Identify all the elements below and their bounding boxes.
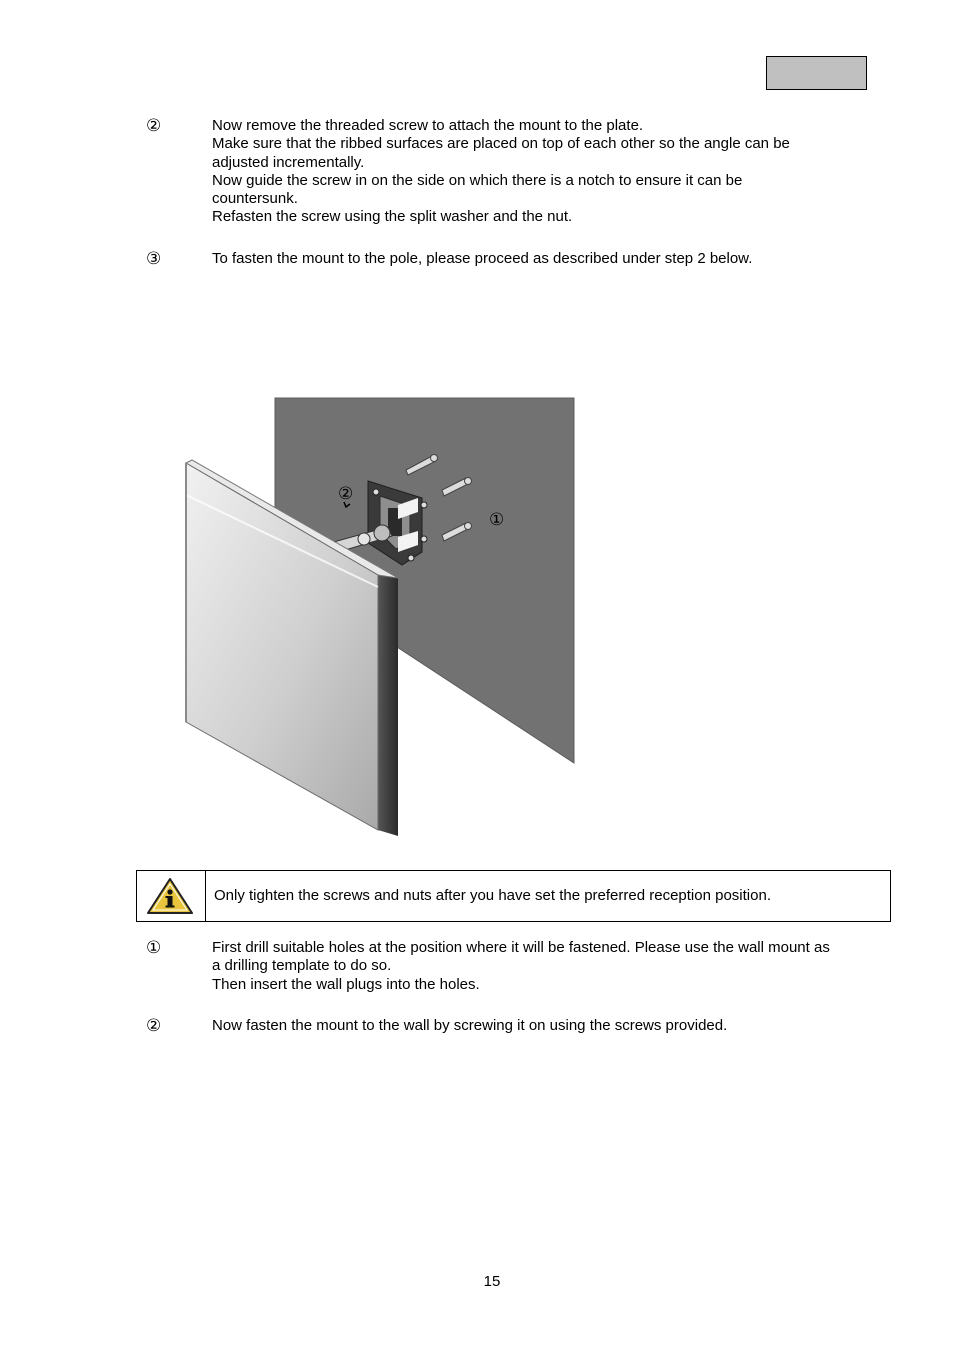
step-number: ②	[146, 1016, 162, 1036]
note-text: Only tighten the screws and nuts after you have set the preferred reception position.	[214, 887, 771, 904]
step-line: countersunk.	[212, 190, 298, 208]
step-number: ③	[146, 249, 162, 269]
step-text	[212, 1017, 862, 1035]
step-line: Now fasten the mount to the wall by screwing it on using the screws provided.	[212, 1017, 728, 1034]
step-text	[212, 250, 862, 268]
step-number: ①	[146, 938, 162, 958]
step-line: adjusted incrementally.	[212, 153, 365, 171]
wall-mount-illustration	[180, 395, 580, 843]
step-line: Then insert the wall plugs into the holes.	[212, 975, 480, 993]
callout-1-label: ①	[489, 510, 505, 530]
step-line: First drill suitable holes at the position where it will be fastened. Please use the wall mount as	[212, 939, 830, 956]
callout-2-label: ②	[338, 484, 354, 504]
step-line: Now guide the screw in on the side on which there is a notch to ensure it can be	[212, 171, 743, 189]
safety-note-box	[136, 870, 891, 922]
step-line: Make sure that the ribbed surfaces are placed on top of each other so the angle can be	[212, 135, 790, 153]
step-line: a drilling template to do so.	[212, 957, 392, 975]
step-line: Now remove the threaded screw to attach the mount to the plate.	[212, 117, 644, 134]
step-line: To fasten the mount to the pole, please proceed as described under step 2 below.	[212, 250, 753, 267]
warning-info-icon	[146, 877, 194, 915]
step-text	[212, 939, 862, 994]
step-text	[212, 117, 862, 227]
language-tab	[766, 56, 867, 90]
step-line: Refasten the screw using the split washer and the nut.	[212, 208, 573, 226]
note-icon-cell	[137, 871, 206, 921]
page-number: 15	[483, 1273, 501, 1290]
step-number: ②	[146, 116, 162, 136]
